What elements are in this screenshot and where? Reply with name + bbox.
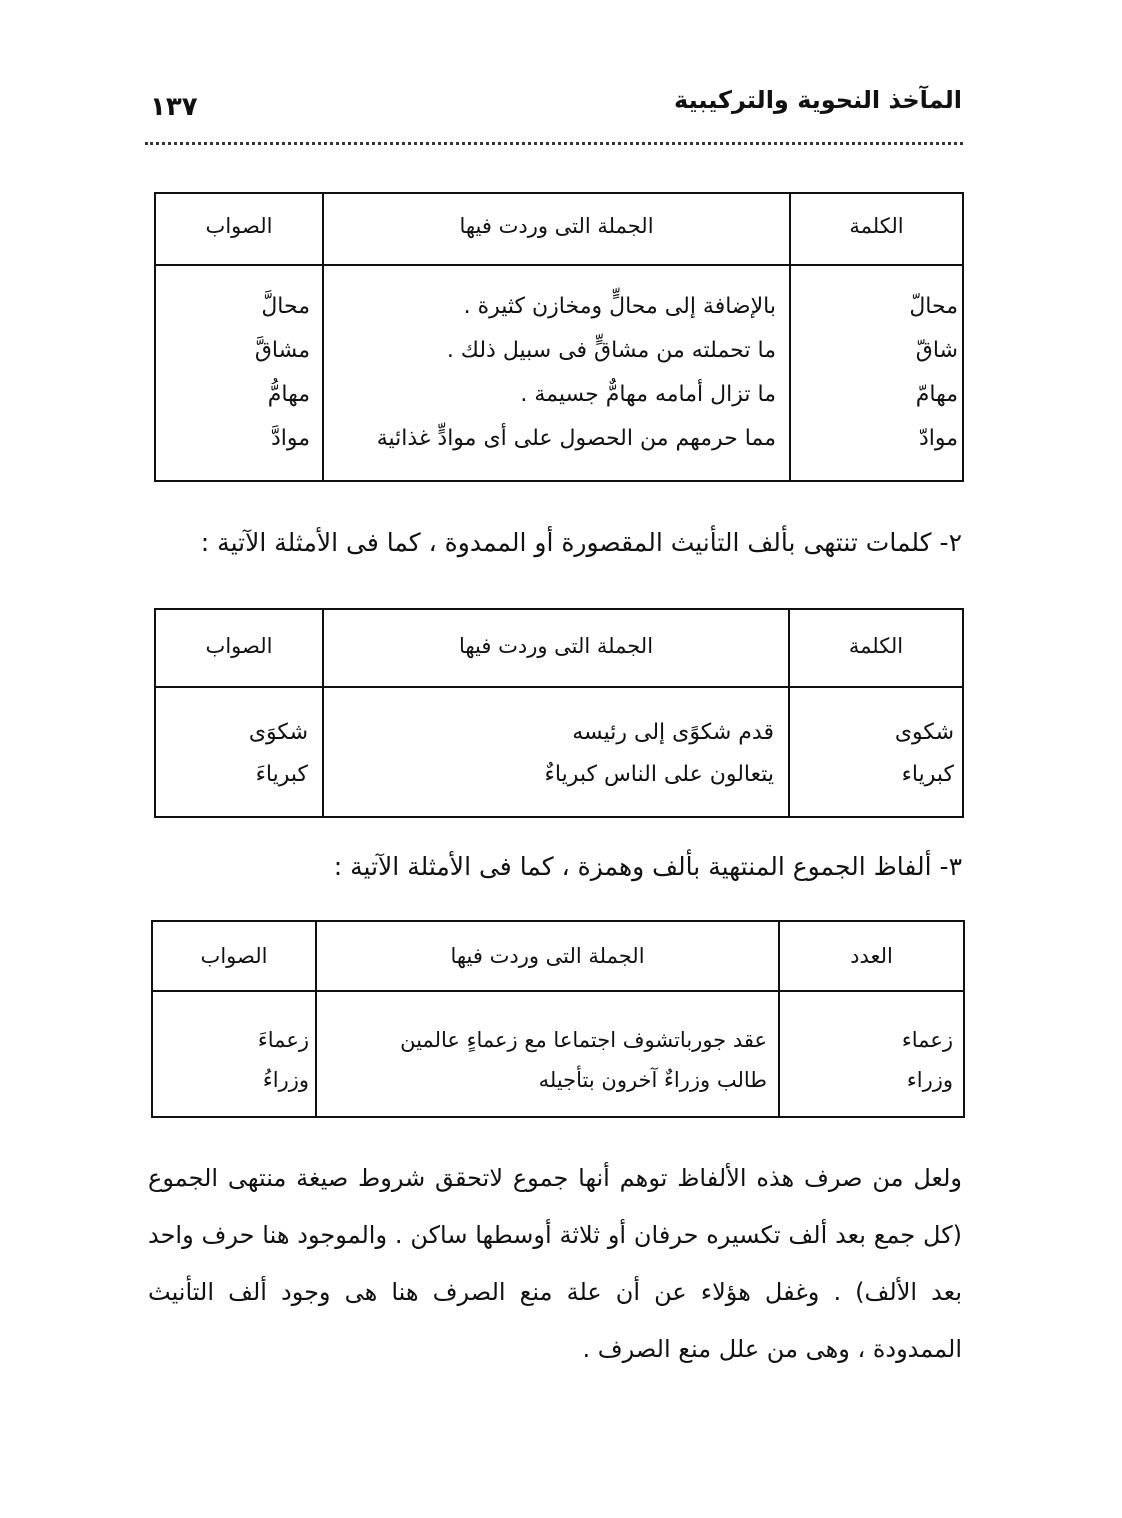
table-1 xyxy=(154,192,964,482)
body-paragraph: ولعل من صرف هذه الألفاظ توهم أنها جموع لاتحقق شروط صيغة منتهى الجموع (كل جمع بعد ألف تكسيره حرفان أو ثلاثة أوسطها ساكن . والموجود هنا حرف واحد بعد الألف) . وغفل هؤلاء عن أن علة منع الصرف هنا هى وجود ألف التأنيث الممدودة ، وهى من علل منع الصرف . xyxy=(148,1164,962,1363)
cell-word: محالّ xyxy=(909,294,958,319)
table-1-header-correct: الصواب xyxy=(205,214,273,238)
cell-correct: موادَّ xyxy=(270,426,310,451)
table-1-header-word: الكلمة xyxy=(849,214,904,238)
cell-word: زعماء xyxy=(901,1028,953,1052)
cell-correct: وزراءُ xyxy=(262,1068,309,1092)
table-3-header-word: العدد xyxy=(850,944,893,968)
page-number: ١٣٧ xyxy=(150,92,198,122)
cell-sentence: يتعالون على الناس كبرياءٌ xyxy=(544,762,774,787)
cell-correct: مشاقَّ xyxy=(254,338,310,363)
cell-sentence: ما تزال أمامه مهامٌّ جسيمة . xyxy=(520,382,776,407)
cell-sentence: ما تحملته من مشاقٍّ فى سبيل ذلك . xyxy=(446,338,776,363)
cell-correct: زعماءَ xyxy=(257,1028,309,1052)
cell-word: وزراء xyxy=(906,1068,953,1092)
cell-correct: مهامُّ xyxy=(267,382,310,407)
running-head: المآخذ النحوية والتركيبية xyxy=(674,86,962,114)
section-3-heading: ٣- ألفاظ الجموع المنتهية بألف وهمزة ، كما فى الأمثلة الآتية : xyxy=(333,852,962,881)
cell-sentence: قدم شكوًى إلى رئيسه xyxy=(572,720,774,745)
table-1-header-sentence: الجملة التى وردت فيها xyxy=(459,214,654,238)
table-2-header-sentence: الجملة التى وردت فيها xyxy=(458,634,654,658)
table-3 xyxy=(151,920,965,1118)
header-rule xyxy=(145,142,963,145)
cell-correct: محالَّ xyxy=(261,294,310,319)
cell-word: كبرياء xyxy=(901,762,954,787)
cell-word: شكوى xyxy=(894,720,954,745)
cell-sentence: بالإضافة إلى محالٍّ ومخازن كثيرة . xyxy=(463,294,776,319)
table-2-header-word: الكلمة xyxy=(848,634,904,658)
table-3-header-sentence: الجملة التى وردت فيها xyxy=(450,944,645,968)
cell-sentence: مما حرمهم من الحصول على أى موادٍّ غذائية xyxy=(376,426,776,451)
cell-correct: شكوَى xyxy=(248,720,308,745)
table-2-header-correct: الصواب xyxy=(205,634,273,658)
cell-word: موادّ xyxy=(918,426,958,451)
section-2-heading: ٢- كلمات تنتهى بألف التأنيث المقصورة أو الممدوة ، كما فى الأمثلة الآتية : xyxy=(200,528,962,557)
table-3-header-correct: الصواب xyxy=(200,944,268,968)
table-2 xyxy=(154,608,964,818)
cell-sentence: عقد جورباتشوف اجتماعا مع زعماءٍ عالمين xyxy=(400,1028,767,1052)
cell-word: مهامّ xyxy=(915,382,958,407)
cell-correct: كبرياءَ xyxy=(255,762,308,787)
cell-sentence: طالب وزراءٌ آخرون بتأجيله xyxy=(538,1068,767,1092)
cell-word: شاقّ xyxy=(915,338,958,363)
